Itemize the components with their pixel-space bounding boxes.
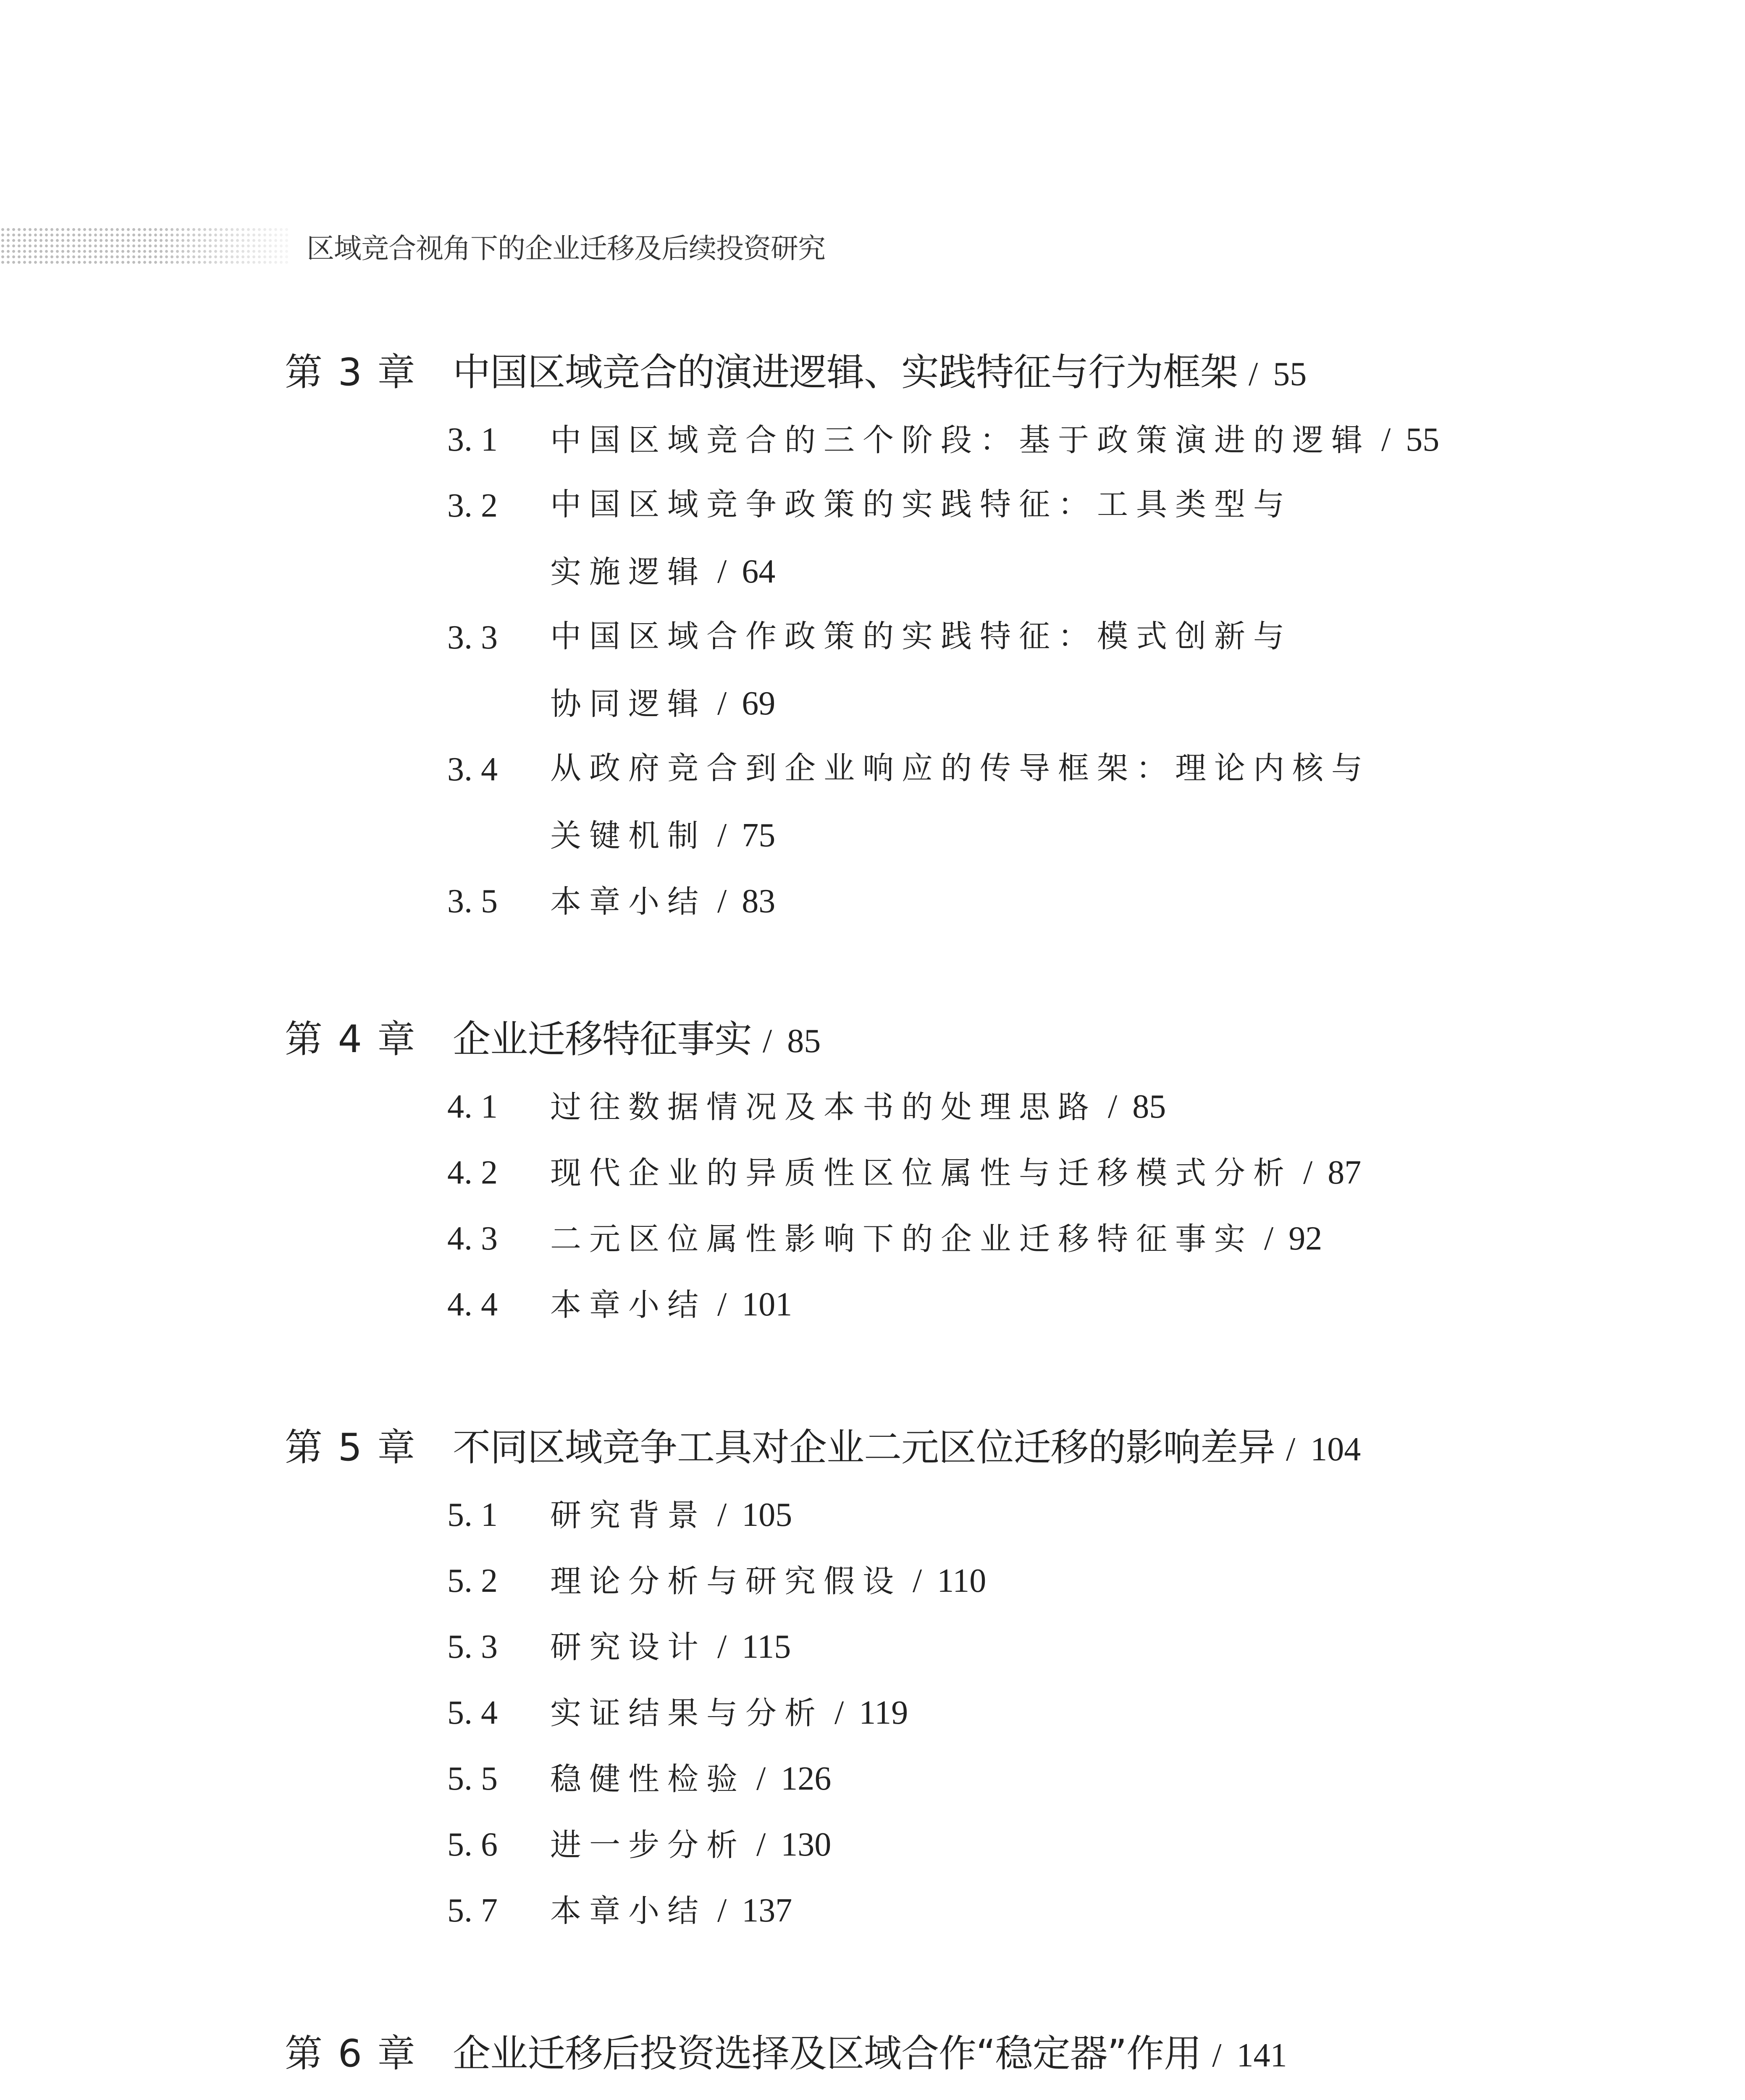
chapter-title-text: 企业迁移后投资选择及区域合作“稳定器”作用 [453, 2032, 1202, 2076]
page-separator: / [717, 817, 727, 854]
section-title-text: 研究背景 [550, 1497, 706, 1533]
section-title [550, 885, 775, 918]
section-title-text: 从政府竞合到企业响应的传导框架：理论内核与 [550, 750, 1370, 786]
page-separator: / [1381, 421, 1391, 458]
section-number: 5. 3 [447, 1628, 498, 1665]
chapter-title-text: 中国区域竞合的演进逻辑、实践特征与行为框架 [453, 350, 1238, 394]
page-separator: / [717, 685, 727, 722]
section-page-number: 119 [859, 1694, 908, 1731]
section-title [550, 1894, 792, 1927]
section-title [550, 1828, 831, 1861]
page-separator: / [1249, 356, 1258, 393]
section-title [550, 1564, 986, 1598]
section-number: 5. 2 [447, 1562, 498, 1599]
chapter-page-number: 104 [1310, 1431, 1361, 1468]
section-number: 4. 2 [447, 1154, 498, 1191]
section-number: 3. 3 [447, 619, 498, 656]
page-separator: / [717, 1892, 727, 1929]
section-title-text: 实证结果与分析 [550, 1695, 824, 1731]
section-title-text: 本章小结 [550, 1287, 706, 1323]
section-number: 5. 5 [447, 1760, 498, 1797]
chapter-page-number: 55 [1273, 356, 1307, 393]
section-title-text: 实施逻辑 [550, 554, 706, 590]
section-title [550, 1696, 908, 1730]
chapter-title-text: 企业迁移特征事实 [453, 1017, 752, 1061]
section-number: 4. 1 [447, 1088, 498, 1125]
section-page-number: 105 [742, 1496, 792, 1533]
chapter-label: 第 5 章 [285, 1425, 417, 1470]
section-title [550, 423, 1439, 457]
section-title [550, 618, 1292, 654]
section-page-number: 75 [742, 817, 776, 854]
page-separator: / [756, 1760, 766, 1797]
chapter-label: 第 4 章 [285, 1017, 417, 1061]
section-number: 3. 4 [447, 751, 498, 788]
page-separator: / [1212, 2037, 1222, 2074]
page-separator: / [717, 553, 727, 590]
section-title-text: 中国区域合作政策的实践特征：模式创新与 [550, 618, 1292, 654]
section-title-text: 中国区域竞争政策的实践特征：工具类型与 [550, 486, 1292, 522]
section-page-number: 64 [742, 553, 776, 590]
section-title-text: 中国区域竞合的三个阶段：基于政策演进的逻辑 [550, 422, 1370, 458]
section-number: 5. 6 [447, 1826, 498, 1863]
section-title-text: 本章小结 [550, 1893, 706, 1929]
section-title-text: 现代企业的异质性区位属性与迁移模式分析 [550, 1155, 1292, 1191]
section-page-number: 110 [937, 1562, 987, 1599]
section-title-text: 过往数据情况及本书的处理思路 [550, 1089, 1097, 1125]
section-title-text: 协同逻辑 [550, 686, 706, 722]
section-title [550, 1090, 1166, 1124]
section-title-text: 本章小结 [550, 884, 706, 920]
section-title-text: 研究设计 [550, 1629, 706, 1665]
section-title-text: 关键机制 [550, 818, 706, 854]
page-separator: / [717, 883, 727, 920]
chapter-page-number: 141 [1236, 2037, 1287, 2074]
section-title [550, 687, 775, 720]
page-separator: / [1286, 1431, 1296, 1468]
section-title [550, 486, 1292, 522]
section-title-text: 稳健性检验 [550, 1761, 745, 1797]
page-separator: / [763, 1023, 772, 1060]
chapter-label: 第 6 章 [285, 2032, 417, 2076]
section-page-number: 85 [1132, 1088, 1166, 1125]
chapter-label: 第 3 章 [285, 350, 417, 394]
running-head-dot-pattern [0, 227, 290, 265]
page-separator: / [1264, 1220, 1274, 1257]
section-title [550, 1498, 792, 1532]
section-page-number: 92 [1288, 1220, 1323, 1257]
section-page-number: 87 [1328, 1154, 1362, 1191]
section-title-text: 进一步分析 [550, 1827, 745, 1863]
section-title [550, 1762, 831, 1796]
running-head: 区域竞合视角下的企业迁移及后续投资研究 [307, 232, 825, 265]
chapter-title [453, 350, 1307, 394]
section-number: 5. 7 [447, 1892, 498, 1929]
section-title-text: 二元区位属性影响下的企业迁移特征事实 [550, 1221, 1253, 1257]
section-title-text: 理论分析与研究假设 [550, 1563, 902, 1599]
chapter-title [453, 1017, 821, 1061]
section-number: 5. 1 [447, 1496, 498, 1533]
section-page-number: 130 [781, 1826, 832, 1863]
section-number: 3. 1 [447, 421, 498, 458]
section-page-number: 115 [742, 1628, 791, 1665]
section-title [550, 1630, 791, 1664]
page-separator: / [1303, 1154, 1313, 1191]
page-separator: / [913, 1562, 922, 1599]
page-separator: / [717, 1496, 727, 1533]
section-number: 4. 4 [447, 1286, 498, 1323]
section-page-number: 55 [1406, 421, 1440, 458]
section-page-number: 69 [742, 685, 776, 722]
page-separator: / [717, 1628, 727, 1665]
section-page-number: 137 [742, 1892, 792, 1929]
chapter-title [453, 1425, 1361, 1470]
section-title [550, 1156, 1361, 1189]
section-page-number: 83 [742, 883, 776, 920]
section-title [550, 1288, 792, 1321]
page-separator: / [834, 1694, 844, 1731]
section-title [550, 750, 1370, 786]
chapter-title-text: 不同区域竞争工具对企业二元区位迁移的影响差异 [453, 1425, 1275, 1470]
chapter-title [453, 2032, 1287, 2076]
section-title [550, 555, 775, 588]
chapter-page-number: 85 [787, 1023, 821, 1060]
section-number: 4. 3 [447, 1220, 498, 1257]
section-number: 5. 4 [447, 1694, 498, 1731]
page-separator: / [1108, 1088, 1118, 1125]
page-separator: / [717, 1286, 727, 1323]
section-number: 3. 2 [447, 487, 498, 524]
section-page-number: 126 [781, 1760, 832, 1797]
section-number: 3. 5 [447, 883, 498, 920]
page-separator: / [756, 1826, 766, 1863]
section-title [550, 819, 775, 852]
section-title [550, 1222, 1322, 1255]
section-page-number: 101 [742, 1286, 792, 1323]
